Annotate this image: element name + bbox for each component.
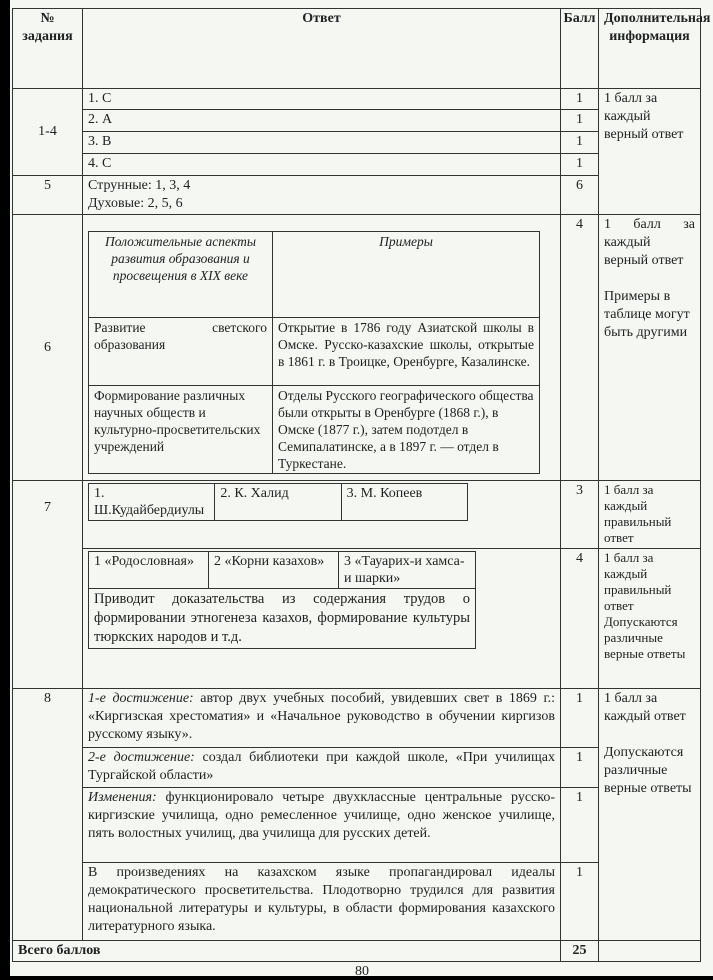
inner-cell: Приводит доказательства из содержания трудов о формировании этногенеза казахов, формирование культуры тюркских народов и т.д. (89, 589, 476, 649)
inner-cell: 2. К. Халид (215, 484, 341, 521)
answer-cell: 2. А (83, 110, 561, 132)
score-cell: 1 (561, 748, 599, 788)
inner-cell: 1 «Родословная» (89, 552, 209, 589)
score-cell: 1 (561, 788, 599, 863)
header-answer: Ответ (83, 9, 561, 89)
extra-info-cell: 1 балл за каждый правильный ответ Допускаются различные верные ответы (599, 549, 701, 689)
table-row (13, 549, 701, 689)
inner-cell: Формирование различных научных обществ и культурно-просветительских учреждений (89, 386, 273, 474)
total-score: 25 (561, 941, 599, 962)
answer-cell (83, 788, 561, 863)
answer-cell: 4. С (83, 154, 561, 176)
table-row (13, 110, 701, 132)
extra-text: 1 балл за каждый верный ответ (604, 217, 695, 268)
document-page (10, 0, 713, 979)
aspects-table (88, 231, 540, 474)
authors-table (88, 483, 468, 521)
total-label: Всего баллов (13, 941, 561, 962)
score-cell: 1 (561, 132, 599, 154)
answer-cell: 3. В (83, 132, 561, 154)
inner-cell: Открытие в 1786 году Азиатской школы в Омске. Русско-казахские школы, открытые в 1861 г. в Троицке, Оренбурге, Казалинске. (273, 318, 540, 386)
answer-label: Изменения: (88, 790, 157, 805)
table-row (13, 176, 701, 215)
score-cell: 1 (561, 689, 599, 748)
extra-info-cell: 1 балл за каждый верный ответ (599, 89, 701, 215)
table-row (13, 215, 701, 481)
answer-text: автор двух учебных пособий, увидевших свет в 1869 г.: «Киргизская хрестоматия» и «Начальное руководство в обучении киргизов русскому языку». (88, 691, 556, 742)
answer-label: 1-е достижение: (88, 691, 194, 706)
extra-info-cell (599, 689, 701, 941)
empty-cell (599, 941, 701, 962)
score-cell: 4 (561, 215, 599, 481)
inner-cell: 3. М. Копеев (341, 484, 467, 521)
extra-info-cell: 1 балл за каждый правильный ответ (599, 481, 701, 549)
table-row (13, 89, 701, 110)
inner-cell: Отделы Русского географического общества были открыты в Оренбурге (1868 г.), в Омске (1877 г.), затем подотдел в Семипалатинске, а в 1897 г. — отдел в Туркестане. (273, 386, 540, 474)
task-number: 1-4 (13, 89, 83, 176)
table-row (13, 748, 701, 788)
inner-cell: Развитие светского образования (89, 318, 273, 386)
table-row (13, 154, 701, 176)
extra-text: 1 балл за каждый ответ (604, 691, 686, 724)
answer-cell (83, 176, 561, 215)
score-cell: 4 (561, 549, 599, 689)
page-number: 80 (355, 964, 369, 979)
task-number: 5 (13, 176, 83, 215)
header-score: Балл (561, 9, 599, 89)
answer-cell (83, 481, 561, 549)
answer-cell: 1. С (83, 89, 561, 110)
score-cell: 1 (561, 89, 599, 110)
inner-cell: 3 «Тауарих-и хамса-и шарки» (339, 552, 476, 589)
header-task-number: № задания (13, 9, 83, 89)
table-header-row (13, 9, 701, 89)
score-cell: 1 (561, 110, 599, 132)
extra-info-cell (599, 215, 701, 481)
total-row (13, 941, 701, 962)
answer-key-table (12, 8, 711, 962)
extra-text: Примеры в таблице могут быть другими (604, 289, 690, 340)
extra-text: Допускаются различные верные ответы (604, 745, 692, 796)
header-extra-info: Дополнительная информация (599, 9, 701, 89)
answer-line: Струнные: 1, 3, 4 (88, 178, 191, 193)
answer-text: функционировало четыре двухклассные центральные русско-киргизские училища, одно ремесленное училище, одно женское училище, пять волостных училищ, два училища для русских детей. (88, 790, 555, 841)
score-cell: 3 (561, 481, 599, 549)
score-cell: 1 (561, 154, 599, 176)
answer-line: Духовые: 2, 5, 6 (88, 196, 183, 211)
task-number: 7 (13, 481, 83, 689)
inner-header: Примеры (273, 232, 540, 318)
answer-text: создал библиотеки при каждой школе, «При училищах Тургайской области» (88, 750, 556, 783)
answer-cell: В произведениях на казахском языке пропагандировал идеалы демократического просветительства. Плодотворно трудился для развития национальной литературы и культуры, в области формирования казахского литературного языка. (83, 863, 561, 941)
works-table (88, 551, 476, 649)
score-cell: 1 (561, 863, 599, 941)
answer-cell (83, 549, 561, 689)
table-row (13, 481, 701, 549)
answer-cell (83, 748, 561, 788)
table-row (13, 689, 701, 748)
task-number: 8 (13, 689, 83, 941)
answer-cell (83, 215, 561, 481)
inner-header: Положительные аспекты развития образования и просвещения в XIX веке (89, 232, 273, 318)
score-cell: 6 (561, 176, 599, 215)
table-row (13, 863, 701, 941)
inner-cell: 2 «Корни казахов» (209, 552, 339, 589)
table-row (13, 132, 701, 154)
answer-cell (83, 689, 561, 748)
table-row (13, 788, 701, 863)
answer-label: 2-е достижение: (88, 750, 195, 765)
task-number: 6 (13, 215, 83, 481)
inner-cell: 1. Ш.Кудайбердиулы (89, 484, 215, 521)
